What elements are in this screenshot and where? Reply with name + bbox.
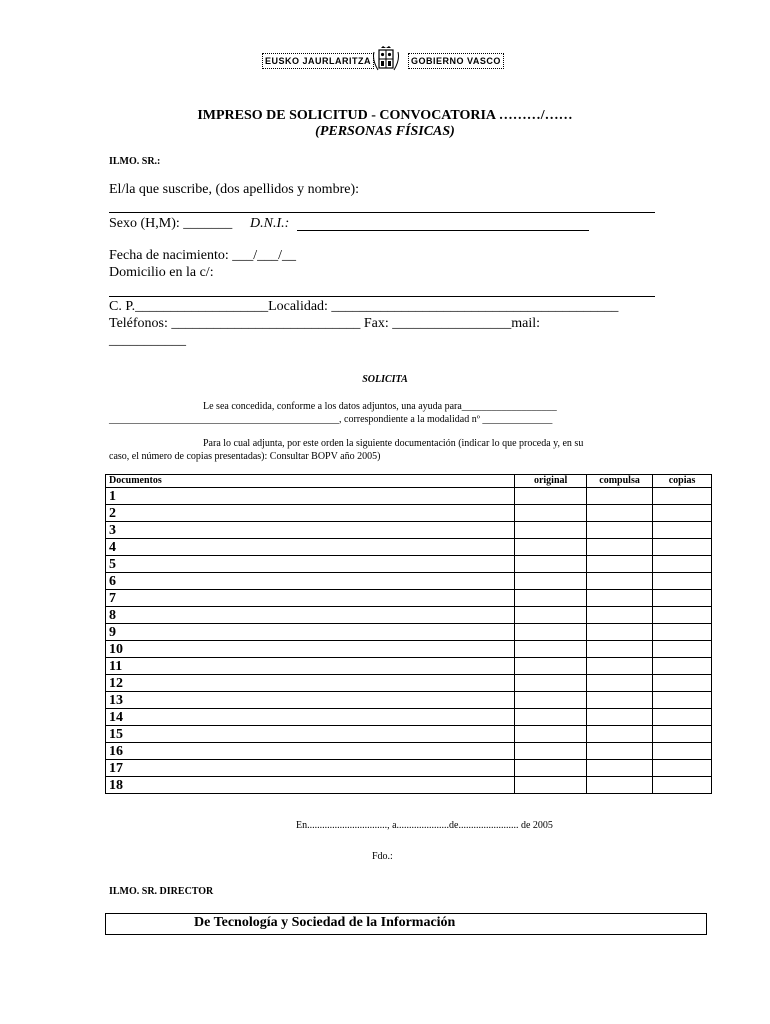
- copias-cell[interactable]: [653, 607, 712, 624]
- document-cell[interactable]: 7: [106, 590, 515, 607]
- table-row: [106, 607, 712, 624]
- director-label: ILMO. SR. DIRECTOR: [109, 886, 214, 897]
- original-cell[interactable]: [515, 505, 587, 522]
- salutation: ILMO. SR.:: [109, 156, 161, 167]
- original-cell[interactable]: [515, 658, 587, 675]
- original-cell[interactable]: [515, 760, 587, 777]
- document-cell[interactable]: 16: [106, 743, 515, 760]
- table-row: [106, 505, 712, 522]
- place-date-line[interactable]: En................................, a.....................de........................ de 2005: [296, 820, 553, 831]
- table-row: [106, 641, 712, 658]
- original-cell[interactable]: [515, 522, 587, 539]
- table-header-row: [106, 475, 712, 488]
- document-cell[interactable]: 15: [106, 726, 515, 743]
- copias-cell[interactable]: [653, 522, 712, 539]
- documents-table: [105, 474, 712, 794]
- original-cell[interactable]: [515, 488, 587, 505]
- original-cell[interactable]: [515, 556, 587, 573]
- compulsa-cell[interactable]: [587, 760, 653, 777]
- copias-cell[interactable]: [653, 658, 712, 675]
- table-row: [106, 675, 712, 692]
- compulsa-cell[interactable]: [587, 539, 653, 556]
- document-cell[interactable]: 3: [106, 522, 515, 539]
- document-cell[interactable]: 12: [106, 675, 515, 692]
- table-row: [106, 488, 712, 505]
- original-cell[interactable]: [515, 709, 587, 726]
- address-label: Domicilio en la c/:: [109, 265, 214, 280]
- copias-cell[interactable]: [653, 556, 712, 573]
- copias-cell[interactable]: [653, 692, 712, 709]
- compulsa-cell[interactable]: [587, 590, 653, 607]
- original-cell[interactable]: [515, 777, 587, 794]
- original-cell[interactable]: [515, 726, 587, 743]
- original-cell[interactable]: [515, 743, 587, 760]
- compulsa-cell[interactable]: [587, 641, 653, 658]
- copias-cell[interactable]: [653, 624, 712, 641]
- document-cell[interactable]: 8: [106, 607, 515, 624]
- sex-label: Sexo (H,M): _______: [109, 216, 233, 231]
- document-cell[interactable]: 13: [106, 692, 515, 709]
- original-cell[interactable]: [515, 675, 587, 692]
- compulsa-cell[interactable]: [587, 573, 653, 590]
- compulsa-cell[interactable]: [587, 505, 653, 522]
- copias-cell[interactable]: [653, 505, 712, 522]
- compulsa-cell[interactable]: [587, 607, 653, 624]
- mail-input-line[interactable]: ___________: [109, 333, 186, 348]
- header-copias: copias: [653, 475, 712, 488]
- dni-label: D.N.I.:: [250, 216, 290, 231]
- signature-label: Fdo.:: [372, 851, 393, 862]
- government-logo: [262, 46, 514, 74]
- documents-intro-line-2: caso, el número de copias presentadas): Consultar BOPV año 2005): [109, 451, 381, 462]
- copias-cell[interactable]: [653, 709, 712, 726]
- logo-text-spanish: GOBIERNO VASCO: [408, 53, 504, 69]
- postal-code-locality-label: C. P.___________________Localidad: _________________________________________: [109, 299, 619, 314]
- dni-input-line[interactable]: [297, 230, 589, 231]
- request-heading: SOLICITA: [362, 374, 408, 385]
- table-row: [106, 624, 712, 641]
- copias-cell[interactable]: [653, 573, 712, 590]
- table-row: [106, 658, 712, 675]
- phones-fax-mail-label: Teléfonos: ___________________________ Fax: _________________mail:: [109, 316, 541, 331]
- department-box: [105, 913, 707, 935]
- document-cell[interactable]: 6: [106, 573, 515, 590]
- documents-intro-line-1: Para lo cual adjunta, por este orden la siguiente documentación (indicar lo que proceda y, en su: [203, 438, 584, 449]
- document-cell[interactable]: 1: [106, 488, 515, 505]
- form-title: IMPRESO DE SOLICITUD - CONVOCATORIA ………/……: [197, 108, 573, 123]
- birth-date-label: Fecha de nacimiento: ___/___/__: [109, 248, 297, 263]
- name-input-line[interactable]: [109, 212, 655, 213]
- compulsa-cell[interactable]: [587, 624, 653, 641]
- compulsa-cell[interactable]: [587, 556, 653, 573]
- document-cell[interactable]: 14: [106, 709, 515, 726]
- table-row: [106, 726, 712, 743]
- table-row: [106, 590, 712, 607]
- document-cell[interactable]: 17: [106, 760, 515, 777]
- form-subtitle: (PERSONAS FÍSICAS): [315, 124, 455, 139]
- request-text-line-1: Le sea concedida, conforme a los datos adjuntos, una ayuda para___________________: [203, 401, 557, 412]
- address-input-line[interactable]: [109, 296, 655, 297]
- table-row: [106, 522, 712, 539]
- document-cell[interactable]: 10: [106, 641, 515, 658]
- original-cell[interactable]: [515, 692, 587, 709]
- table-row: [106, 743, 712, 760]
- coat-of-arms-icon: [370, 46, 402, 74]
- table-row: [106, 760, 712, 777]
- document-cell[interactable]: 18: [106, 777, 515, 794]
- department-name: De Tecnología y Sociedad de la Información: [194, 915, 456, 930]
- original-cell[interactable]: [515, 607, 587, 624]
- copias-cell[interactable]: [653, 488, 712, 505]
- table-row: [106, 573, 712, 590]
- compulsa-cell[interactable]: [587, 709, 653, 726]
- original-cell[interactable]: [515, 573, 587, 590]
- document-cell[interactable]: 4: [106, 539, 515, 556]
- copias-cell[interactable]: [653, 760, 712, 777]
- request-text-line-2: ______________________________________________, correspondiente a la modalidad nº ______________: [109, 414, 553, 425]
- document-cell[interactable]: 5: [106, 556, 515, 573]
- copias-cell[interactable]: [653, 726, 712, 743]
- compulsa-cell[interactable]: [587, 658, 653, 675]
- table-row: [106, 692, 712, 709]
- copias-cell[interactable]: [653, 777, 712, 794]
- document-cell[interactable]: 9: [106, 624, 515, 641]
- table-row: [106, 709, 712, 726]
- table-row: [106, 777, 712, 794]
- document-cell[interactable]: 11: [106, 658, 515, 675]
- compulsa-cell[interactable]: [587, 726, 653, 743]
- copias-cell[interactable]: [653, 675, 712, 692]
- copias-cell[interactable]: [653, 539, 712, 556]
- original-cell[interactable]: [515, 624, 587, 641]
- header-original: original: [515, 475, 587, 488]
- compulsa-cell[interactable]: [587, 692, 653, 709]
- document-cell[interactable]: 2: [106, 505, 515, 522]
- table-row: [106, 556, 712, 573]
- compulsa-cell[interactable]: [587, 675, 653, 692]
- compulsa-cell[interactable]: [587, 522, 653, 539]
- original-cell[interactable]: [515, 641, 587, 658]
- header-compulsa: compulsa: [587, 475, 653, 488]
- copias-cell[interactable]: [653, 641, 712, 658]
- name-label: El/la que suscribe, (dos apellidos y nombre):: [109, 182, 359, 197]
- header-documents: Documentos: [106, 475, 515, 488]
- original-cell[interactable]: [515, 590, 587, 607]
- copias-cell[interactable]: [653, 590, 712, 607]
- compulsa-cell[interactable]: [587, 743, 653, 760]
- table-row: [106, 539, 712, 556]
- compulsa-cell[interactable]: [587, 488, 653, 505]
- original-cell[interactable]: [515, 539, 587, 556]
- compulsa-cell[interactable]: [587, 777, 653, 794]
- logo-text-basque: EUSKO JAURLARITZA: [262, 53, 374, 69]
- copias-cell[interactable]: [653, 743, 712, 760]
